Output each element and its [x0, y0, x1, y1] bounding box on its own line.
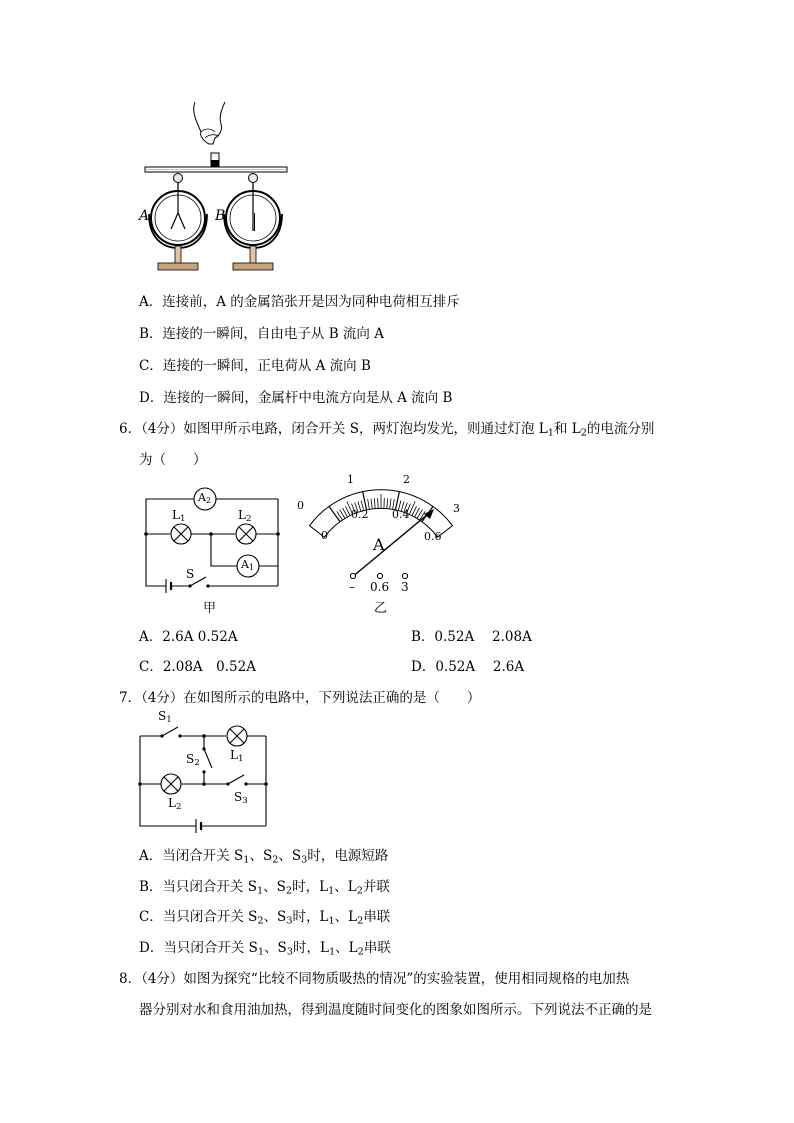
electroscope-figure [135, 98, 295, 278]
q5-option-c: C．连接的一瞬间，正电荷从 A 流向 B [139, 358, 371, 374]
electroscope-label-a: A [139, 208, 150, 224]
dial-unit-label: A [373, 535, 385, 554]
q7-option-a: A．当闭合开关 $S_1$、$S_2$、$S_3$时，电源短路 [139, 848, 389, 866]
q6-ammeter-a1-label: $A_1$ [241, 558, 254, 572]
q7-lamp-l1-label: $L_1$ [230, 748, 244, 765]
q7-circuit-diagram [134, 718, 274, 838]
q6-option-d: D．0.52A 2.6A [411, 659, 525, 675]
q5-option-b: B．连接的一瞬间，自由电子从 B 流向 A [139, 326, 384, 342]
q6-lamp-l2-label: $L_2$ [238, 508, 252, 525]
q6-stem-line2: 为（ ） [139, 452, 207, 468]
q8-stem-line1: 8．（4分）如图为探究“比较不同物质吸热的情况”的实验装置，使用相同规格的电加热 [119, 971, 630, 987]
q8-stem-line2: 器分别对水和食用油加热，得到温度随时间变化的图象如图所示。下列说法不正确的是 [139, 1002, 652, 1018]
dial-lower-tick-04: 0.4 [392, 508, 410, 521]
q6-option-c: C．2.08A 0.52A [139, 659, 256, 675]
dial-terminal-3: 3 [401, 580, 409, 594]
q7-option-d: D．当只闭合开关 $S_1$、$S_3$时，$L_1$、$L_2$串联 [139, 940, 391, 958]
dial-terminal-neg: – [349, 580, 355, 594]
q5-option-a: A．连接前，A 的金属箔张开是因为同种电荷相互排斥 [139, 294, 460, 310]
q6-circuit-caption: 甲 [203, 601, 217, 616]
q7-switch-s2-label: $S_2$ [186, 752, 200, 769]
dial-upper-tick-3: 3 [453, 502, 460, 515]
dial-lower-tick-0: 0 [321, 529, 328, 542]
dial-upper-tick-1: 1 [347, 473, 354, 486]
dial-terminal-06: 0.6 [370, 580, 390, 594]
dial-upper-tick-0: 0 [297, 499, 304, 512]
dial-lower-tick-06: 0.6 [424, 530, 442, 543]
q7-option-c: C．当只闭合开关 $S_2$、$S_3$时，$L_1$、$L_2$串联 [139, 909, 391, 927]
dial-lower-tick-02: 0.2 [351, 508, 369, 521]
q7-stem: 7．（4分）在如图所示的电路中，下列说法正确的是（ ） [119, 690, 481, 706]
q6-option-b: B．0.52A 2.08A [411, 629, 532, 645]
q6-ammeter-a2-label: $A_2$ [198, 491, 211, 505]
q6-option-a: A．2.6A 0.52A [139, 629, 238, 645]
q5-option-d: D．连接的一瞬间，金属杆中电流方向是从 A 流向 B [139, 390, 453, 406]
q7-option-b: B．当只闭合开关 $S_1$、$S_2$时，$L_1$、$L_2$并联 [139, 879, 390, 897]
dial-caption: 乙 [374, 601, 388, 616]
q6-stem: 6．（4分）如图甲所示电路，闭合开关 S，两灯泡均发光，则通过灯泡 $L_1$和 $L_2$的电流分别 [119, 421, 655, 439]
q7-switch-s3-label: $S_3$ [234, 790, 248, 807]
q7-switch-s1-label: $S_1$ [158, 709, 172, 726]
q7-lamp-l2-label: $L_2$ [168, 796, 182, 813]
q6-switch-label: S [186, 567, 195, 581]
q6-lamp-l1-label: $L_1$ [172, 508, 186, 525]
electroscope-label-b: B [215, 208, 226, 224]
dial-upper-tick-2: 2 [403, 473, 410, 486]
